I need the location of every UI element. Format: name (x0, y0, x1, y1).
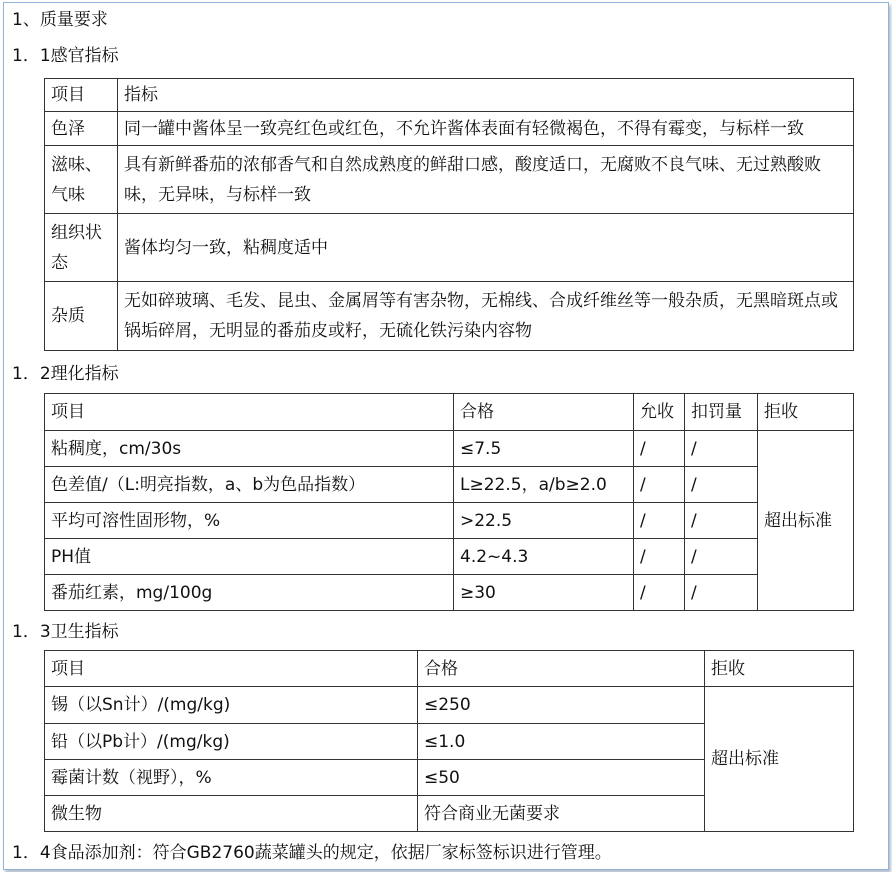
table-row (45, 503, 854, 539)
row-spec: 同一罐中酱体呈一致亮红色或红色，不允许酱体表面有轻微褐色，不得有霉变，与标样一致 (118, 112, 854, 146)
row-accept: / (634, 575, 685, 611)
row-item: 铅（以Pb计）/(mg/kg) (45, 724, 418, 760)
table-row (45, 112, 854, 146)
row-item: PH值 (45, 539, 454, 575)
row-spec: 具有新鲜番茄的浓郁香气和自然成熟度的鲜甜口感，酸度适口，无腐败不良气味、无过熟酸败味，无异味，与标样一致 (118, 146, 854, 214)
physchem-table (44, 393, 854, 611)
header-pass: 合格 (454, 394, 634, 431)
physchem-title: 1．2理化指标 (12, 364, 119, 384)
row-reject: 超出标准 (758, 431, 854, 611)
row-penalty: / (685, 431, 758, 467)
row-item: 粘稠度，cm/30s (45, 431, 454, 467)
row-pass: ≤1.0 (418, 724, 705, 760)
row-item: 番茄红素，mg/100g (45, 575, 454, 611)
section-heading: 1、质量要求 (12, 10, 108, 30)
row-pass: ≤50 (418, 760, 705, 796)
row-pass: ≤250 (418, 687, 705, 724)
row-pass: 符合商业无菌要求 (418, 796, 705, 832)
row-item: 微生物 (45, 796, 418, 832)
row-spec: 无如碎玻璃、毛发、昆虫、金属屑等有害杂物，无棉线、合成纤维丝等一般杂质，无黑暗斑点或锅垢碎屑，无明显的番茄皮或籽，无硫化铁污染内容物 (118, 282, 854, 351)
table-row (45, 394, 854, 431)
row-pass: >22.5 (454, 503, 634, 539)
row-pass: ≤7.5 (454, 431, 634, 467)
row-item: 滋味、气味 (45, 146, 118, 214)
header-reject: 拒收 (758, 394, 854, 431)
row-item: 杂质 (45, 282, 118, 351)
header-spec: 指标 (118, 79, 854, 112)
row-item: 组织状态 (45, 214, 118, 282)
table-row (45, 651, 854, 687)
sensory-table (44, 78, 854, 351)
header-item: 项目 (45, 79, 118, 112)
header-reject: 拒收 (705, 651, 854, 687)
table-row (45, 146, 854, 214)
row-pass: L≥22.5，a/b≥2.0 (454, 467, 634, 503)
table-row (45, 431, 854, 467)
row-spec: 酱体均匀一致，粘稠度适中 (118, 214, 854, 282)
header-item: 项目 (45, 394, 454, 431)
row-reject: 超出标准 (705, 687, 854, 832)
table-row (45, 282, 854, 351)
table-row (45, 539, 854, 575)
row-item: 霉菌计数（视野），% (45, 760, 418, 796)
sensory-title: 1．1感官指标 (12, 46, 119, 66)
row-pass: 4.2~4.3 (454, 539, 634, 575)
row-accept: / (634, 539, 685, 575)
row-penalty: / (685, 539, 758, 575)
additive-line: 1．4食品添加剂：符合GB2760蔬菜罐头的规定，依据厂家标签标识进行管理。 (12, 843, 612, 863)
row-item: 色差值/（L:明亮指数，a、b为色品指数） (45, 467, 454, 503)
row-pass: ≥30 (454, 575, 634, 611)
table-row (45, 687, 854, 724)
row-accept: / (634, 503, 685, 539)
row-item: 色泽 (45, 112, 118, 146)
header-pass: 合格 (418, 651, 705, 687)
row-accept: / (634, 431, 685, 467)
row-penalty: / (685, 503, 758, 539)
row-penalty: / (685, 467, 758, 503)
header-penalty: 扣罚量 (685, 394, 758, 431)
table-row (45, 79, 854, 112)
hygiene-title: 1．3卫生指标 (12, 622, 119, 642)
hygiene-table (44, 650, 854, 832)
row-item: 锡（以Sn计）/(mg/kg) (45, 687, 418, 724)
header-accept: 允收 (634, 394, 685, 431)
row-penalty: / (685, 575, 758, 611)
table-row (45, 467, 854, 503)
row-accept: / (634, 467, 685, 503)
header-item: 项目 (45, 651, 418, 687)
table-row (45, 214, 854, 282)
row-item: 平均可溶性固形物，% (45, 503, 454, 539)
table-row (45, 575, 854, 611)
